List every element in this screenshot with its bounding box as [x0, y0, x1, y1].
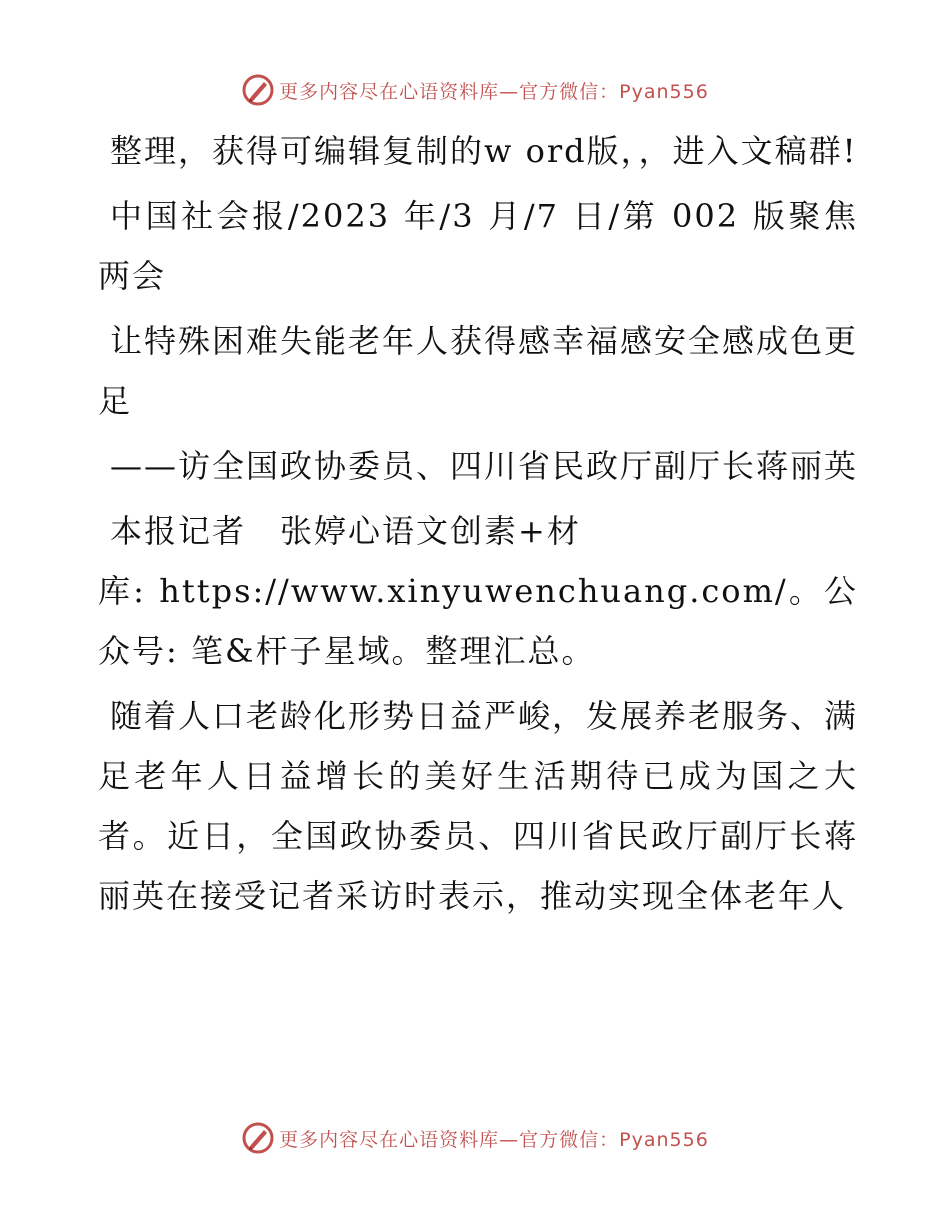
watermark-header: [0, 70, 950, 110]
pen-logo-icon: [241, 73, 275, 107]
pen-logo-icon: [241, 1121, 275, 1155]
document-body: [98, 121, 858, 931]
article-title: 让特殊困难失能老年人获得感幸福感安全感成色更足: [98, 322, 859, 420]
watermark-footer: [0, 1118, 950, 1158]
watermark-text: 更多内容尽在心语资料库—官方微信：Pyan556: [279, 1128, 709, 1151]
article-subtitle: ——访全国政协委员、四川省民政厅副厅长蒋丽英: [110, 447, 859, 485]
intro-paragraph: 整理，获得可编辑复制的w ord版，，进入文稿群!: [110, 132, 858, 170]
author-line: 本报记者 张婷心语文创素+材: [110, 512, 581, 550]
watermark-text: 更多内容尽在心语资料库—官方微信：Pyan556: [279, 80, 709, 103]
website-line: 库: https://www.xinyuwenchuang.com/。公众号: 笔&杆子星域。整理汇总。: [98, 572, 858, 670]
source-line: 中国社会报/2023 年/3 月/7 日/第 002 版聚焦两会: [98, 197, 858, 295]
lead-paragraph: 随着人口老龄化形势日益严峻，发展养老服务、满足老年人日益增长的美好生活期待已成为国之大者。近日，全国政协委员、四川省民政厅副厅长蒋丽英在接受记者采访时表示，推动实现全体老年人: [98, 697, 859, 915]
